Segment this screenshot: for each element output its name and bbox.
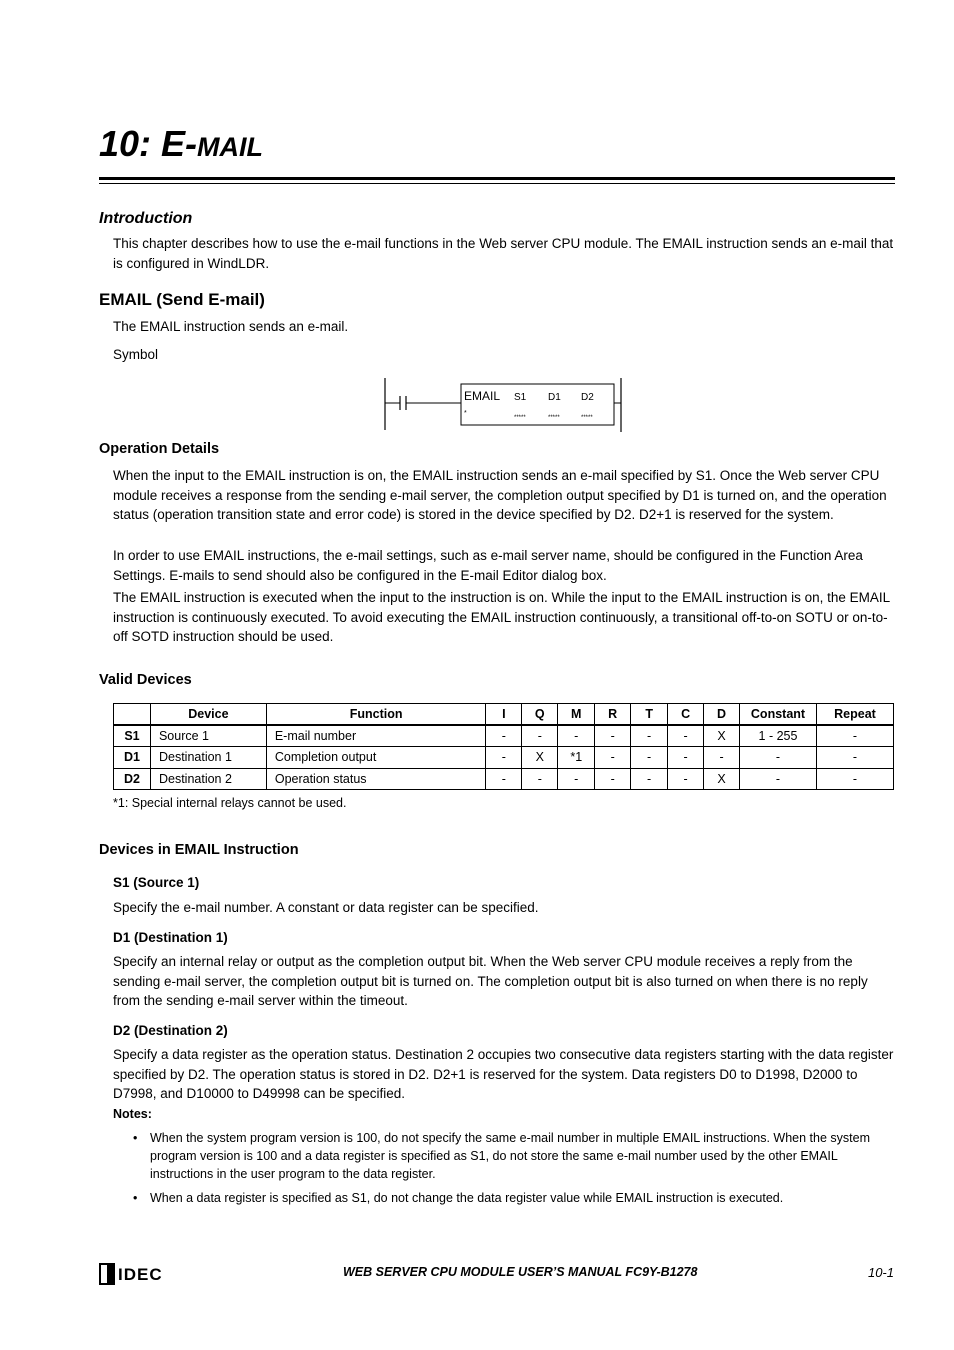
operand-d1-placeholder: *****: [548, 415, 560, 421]
table-cell: *1: [558, 747, 595, 769]
table-cell: -: [486, 768, 522, 790]
column-header: [114, 704, 151, 726]
s1-text: Specify the e-mail number. A constant or data register can be specified.: [113, 900, 539, 915]
page-number: 10-1: [867, 1265, 894, 1280]
table-cell: E-mail number: [266, 725, 486, 747]
table-cell: -: [631, 747, 668, 769]
table-cell: -: [595, 747, 631, 769]
title-rule-thick: [99, 177, 895, 180]
introduction-text: This chapter describes how to use the e-mail functions in the Web server CPU module. The EMAIL instruction sends an e-mail that is configured in WindLDR.: [113, 236, 894, 271]
title-rule-thin: [99, 183, 895, 184]
email-section-heading: EMAIL (Send E-mail): [99, 290, 265, 309]
d1-heading: D1 (Destination 1): [113, 930, 228, 945]
d2-heading: D2 (Destination 2): [113, 1023, 228, 1038]
table-cell: -: [740, 747, 817, 769]
table-cell: X: [704, 725, 740, 747]
table-cell: -: [522, 768, 558, 790]
table-cell: -: [668, 747, 704, 769]
operand-s1-placeholder: *****: [514, 415, 526, 421]
table-cell: Destination 2: [150, 768, 266, 790]
column-header: C: [668, 704, 704, 726]
introduction-heading: Introduction: [99, 210, 193, 227]
chapter-title-prefix: 10: E-: [99, 123, 198, 164]
chapter-title: [99, 123, 264, 164]
table-row: [114, 725, 894, 747]
operand-d1: D1: [548, 392, 561, 403]
table-row: [114, 768, 894, 790]
table-cell: -: [816, 747, 893, 769]
d2-text: Specify a data register as the operation status. Destination 2 occupies two consecutive data registers starting with the data register specified by D2. The operation status is stored in D2. D2+1 is reserved for the system. Data registers D0 to D1998, D2000 to D7998, and D10000 to D49998 can be specified.: [113, 1047, 894, 1101]
d1-text: Specify an internal relay or output as the completion output bit. When the Web server CPU module receives a reply from the sending e-mail server, the completion output bit is turned on. The completion output bit is also turned on when there is no reply from the sending e-mail server within the timeout.: [113, 954, 868, 1008]
column-header: Function: [266, 704, 486, 726]
table-cell: -: [595, 768, 631, 790]
bullet-icon: •: [133, 1191, 138, 1205]
table-cell: -: [631, 768, 668, 790]
s1-heading: S1 (Source 1): [113, 875, 200, 890]
manual-title: WEB SERVER CPU MODULE USER’S MANUAL FC9Y-B1278: [343, 1265, 698, 1279]
operation-paragraph-3: The EMAIL instruction is executed when the input to the instruction is on. While the input to the EMAIL instruction is on, the EMAIL instruction is continuously executed. To avoid executing the EMAIL instruction continuously, a transitional off-to-on SOTU or on-to-off SOTD instruction should be used.: [113, 590, 890, 644]
operand-d2: D2: [581, 392, 594, 403]
column-header: R: [595, 704, 631, 726]
instruction-name: EMAIL: [464, 389, 501, 403]
table-cell: -: [668, 725, 704, 747]
note-item: When the system program version is 100, do not specify the same e-mail number in multiple EMAIL instructions. When the system program version is 100 and a data register is specified as S1, do not store the same e-mail number used by the other EMAIL instructions in the user program to the data register.: [150, 1131, 870, 1181]
table-cell: X: [522, 747, 558, 769]
chapter-title-rest: MAIL: [197, 132, 264, 162]
operation-details-heading: Operation Details: [99, 441, 220, 457]
table-cell: D2: [114, 768, 151, 790]
notes-label: Notes:: [113, 1107, 152, 1121]
logo-text: IDEC: [118, 1265, 163, 1284]
column-header: Constant: [740, 704, 817, 726]
email-summary: The EMAIL instruction sends an e-mail.: [113, 319, 349, 334]
table-footnote: *1: Special internal relays cannot be used.: [113, 796, 347, 810]
table-cell: Completion output: [266, 747, 486, 769]
table-cell: Destination 1: [150, 747, 266, 769]
table-cell: 1 - 255: [740, 725, 817, 747]
ladder-symbol-diagram: [380, 376, 630, 434]
valid-devices-table: [113, 703, 894, 790]
operation-paragraph-2: In order to use EMAIL instructions, the e-mail settings, such as e-mail server name, should be configured in the Function Area Settings. E-mails to send should also be configured in the E-mail Editor dialog box.: [113, 548, 863, 583]
column-header: T: [631, 704, 668, 726]
table-header-row: [114, 704, 894, 726]
table-cell: Source 1: [150, 725, 266, 747]
column-header: Q: [522, 704, 558, 726]
column-header: Repeat: [816, 704, 893, 726]
table-cell: -: [558, 725, 595, 747]
table-cell: -: [631, 725, 668, 747]
table-cell: -: [486, 725, 522, 747]
table-cell: Operation status: [266, 768, 486, 790]
table-cell: D1: [114, 747, 151, 769]
note-item: When a data register is specified as S1, do not change the data register value while EMAIL instruction is executed.: [150, 1191, 784, 1205]
table-cell: -: [486, 747, 522, 769]
operand-s1: S1: [514, 392, 527, 403]
bullet-icon: •: [133, 1131, 138, 1145]
table-cell: S1: [114, 725, 151, 747]
column-header: Device: [150, 704, 266, 726]
column-header: I: [486, 704, 522, 726]
valid-devices-heading: Valid Devices: [99, 672, 192, 688]
table-row: [114, 747, 894, 769]
table-cell: -: [740, 768, 817, 790]
devices-in-email-heading: Devices in EMAIL Instruction: [99, 842, 299, 858]
table-cell: -: [704, 747, 740, 769]
table-cell: X: [704, 768, 740, 790]
column-header: M: [558, 704, 595, 726]
idec-logo: [99, 1263, 171, 1285]
column-header: D: [704, 704, 740, 726]
table-cell: -: [668, 768, 704, 790]
table-cell: -: [595, 725, 631, 747]
repeat-star: *: [464, 410, 467, 417]
table-cell: -: [558, 768, 595, 790]
operation-paragraph-1: When the input to the EMAIL instruction is on, the EMAIL instruction sends an e-mail specified by S1. Once the Web server CPU module receives a response from the sending e-mail server, the completion output specified by D1 is turned on, and the operation status (operation transition state and error code) is stored in the device specified by D2. D2+1 is reserved for the system.: [113, 468, 887, 522]
table-cell: -: [816, 768, 893, 790]
table-cell: -: [816, 725, 893, 747]
operand-d2-placeholder: *****: [581, 415, 593, 421]
symbol-label: Symbol: [113, 347, 159, 362]
table-cell: -: [522, 725, 558, 747]
